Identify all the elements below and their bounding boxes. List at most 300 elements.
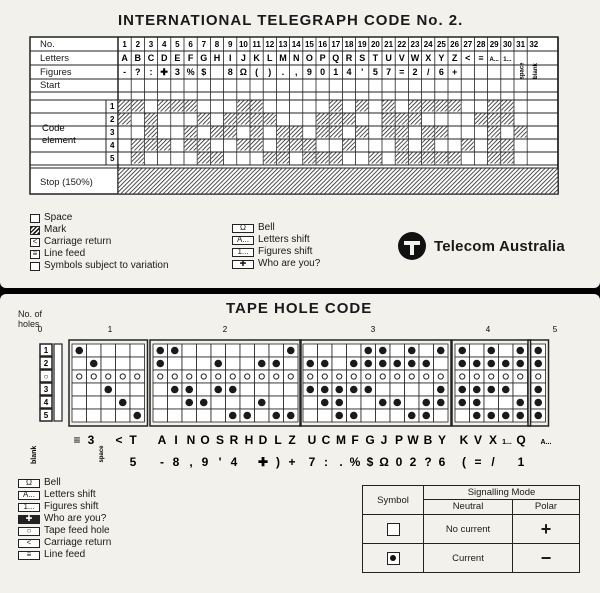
tape-cell (255, 344, 270, 357)
legend-item-space (30, 212, 169, 224)
code-bit (185, 101, 197, 112)
punched-hole (272, 360, 280, 368)
code-bit (224, 153, 236, 164)
code-bit (475, 127, 487, 138)
tape-cell (255, 383, 270, 396)
column-number: 29 (489, 40, 499, 49)
tape-cell (284, 383, 299, 396)
figure-char: 1 (517, 455, 525, 469)
letter-char: U (307, 433, 317, 447)
tape-cell (347, 396, 362, 409)
neutral-no-current: No current (424, 515, 513, 544)
row-label-letters: Letters (40, 53, 70, 64)
code-bit (317, 140, 329, 151)
code-bit (369, 153, 381, 164)
code-bit (409, 153, 421, 164)
code-bit (488, 140, 500, 151)
punched-hole (473, 386, 481, 394)
code-bit (237, 153, 249, 164)
code-bit (264, 127, 276, 138)
tape-hole-code-card (0, 294, 600, 593)
tape-cell (87, 344, 102, 357)
punched-hole (350, 360, 358, 368)
tape-cell (197, 409, 212, 422)
letter-cell: B (134, 53, 142, 63)
feed-hole (424, 374, 429, 379)
code-bit (462, 101, 474, 112)
code-bit (330, 127, 342, 138)
code-bit (224, 101, 236, 112)
tape-cell (269, 396, 284, 409)
code-bit (383, 114, 395, 125)
figure-char: Ω (379, 455, 389, 469)
col-polar: Polar (513, 500, 579, 515)
punched-hole (258, 399, 266, 407)
code-bit (171, 114, 183, 125)
code-bit (303, 101, 315, 112)
element-number: 2 (110, 115, 115, 124)
code-bit (356, 140, 368, 151)
letter-cell: W (410, 53, 420, 63)
telegraph-code-title: INTERNATIONAL TELEGRAPH CODE No. 2. (118, 12, 464, 29)
telecom-australia-logo (398, 232, 565, 260)
code-bit (501, 114, 513, 125)
code-bit (303, 114, 315, 125)
column-number: 18 (344, 40, 354, 49)
column-number: 12 (265, 40, 275, 49)
figure-char: . (339, 455, 343, 469)
punched-hole (393, 360, 401, 368)
figure-cell: : (149, 67, 153, 77)
tape-cell (318, 409, 333, 422)
punched-hole (516, 347, 524, 355)
letter-char: T (129, 433, 137, 447)
code-bit (198, 101, 210, 112)
feed-hole (438, 374, 443, 379)
punched-hole (534, 399, 542, 407)
tape-cell (130, 344, 145, 357)
tape-cell (376, 409, 391, 422)
line-feed-icon: ≡ (30, 250, 40, 259)
code-bit (501, 101, 513, 112)
letter-cell: 1... (503, 57, 512, 63)
punched-hole (133, 412, 141, 420)
code-bit (383, 101, 395, 112)
code-bit (264, 153, 276, 164)
code-bit (449, 114, 461, 125)
letter-cell: N (292, 53, 300, 63)
code-bit (383, 127, 395, 138)
figure-char: 2 (409, 455, 417, 469)
letter-char: < (115, 433, 123, 447)
tape-cell (284, 396, 299, 409)
column-number: 4 (161, 40, 167, 49)
blank-label: blank (31, 445, 38, 464)
legend-label: Bell (258, 222, 275, 233)
punched-hole (458, 386, 466, 394)
feed-hole (91, 374, 96, 379)
code-bit (317, 127, 329, 138)
code-bit (422, 127, 434, 138)
letter-cell: V (398, 53, 405, 63)
feed-hole (409, 374, 414, 379)
code-bit (422, 114, 434, 125)
letter-cell: ≡ (478, 53, 484, 63)
figure-cell: $ (201, 67, 207, 77)
punched-hole (364, 347, 372, 355)
code-bit (409, 140, 421, 151)
code-bit (290, 114, 302, 125)
code-bit (396, 114, 408, 125)
tape-cell (168, 396, 183, 409)
row-label: 5 (43, 411, 49, 420)
code-bit (396, 127, 408, 138)
letter-cell: C (147, 53, 155, 63)
column-number: 2 (135, 40, 141, 49)
tape-cell (240, 396, 255, 409)
tape-cell (455, 409, 470, 422)
legend-item-carriage-return (18, 537, 111, 549)
letter-char: R (229, 433, 239, 447)
code-bit (409, 127, 421, 138)
letter-cell: E (174, 53, 181, 63)
blank-column (54, 344, 62, 421)
legend-label: Line feed (44, 549, 86, 560)
punched-hole (437, 386, 445, 394)
tape-cell (101, 344, 116, 357)
figures-shift-icon: 1... (232, 248, 254, 257)
code-bit (369, 127, 381, 138)
punched-hole (516, 399, 524, 407)
tape-cell (303, 344, 318, 357)
feed-hole (366, 374, 371, 379)
tape-cell (419, 344, 434, 357)
tape-cell (484, 396, 499, 409)
column-number: 17 (331, 40, 341, 49)
tape-cell (303, 396, 318, 409)
code-bit (251, 101, 263, 112)
column-number: 14 (291, 40, 301, 49)
tape-cell (303, 409, 318, 422)
letter-cell: H (213, 53, 221, 63)
punched-hole (200, 399, 208, 407)
code-bit (475, 114, 487, 125)
tape-cell (116, 409, 131, 422)
hole-count-label: 0 (37, 325, 43, 334)
code-bit (515, 127, 527, 138)
code-bit (488, 101, 500, 112)
punched-hole (487, 386, 495, 394)
column-number: 27 (463, 40, 473, 49)
hole-count-label: 4 (485, 325, 491, 334)
code-bit (396, 153, 408, 164)
tape-cell (87, 383, 102, 396)
code-bit (290, 153, 302, 164)
figure-char: - (160, 455, 164, 469)
figure-cell: % (186, 67, 195, 77)
polar-minus: − (540, 547, 552, 568)
figure-char: ) (276, 455, 280, 469)
feed-hole (536, 374, 541, 379)
code-bit (264, 140, 276, 151)
punched-hole (156, 360, 164, 368)
feed-hole (395, 374, 400, 379)
letter-char: N (186, 433, 196, 447)
tape-cell (499, 396, 514, 409)
punched-hole (534, 360, 542, 368)
column-number: 28 (476, 40, 486, 49)
code-bit (515, 101, 527, 112)
code-bit (435, 101, 447, 112)
code-bit (224, 114, 236, 125)
figure-cell: ? (135, 67, 141, 77)
tape-cell (269, 344, 284, 357)
punched-hole (408, 412, 416, 420)
punched-hole (156, 347, 164, 355)
code-bit (501, 127, 513, 138)
legend-label: Figures shift (258, 246, 313, 257)
feed-hole (135, 374, 140, 379)
figure-cell: . (281, 67, 285, 77)
letter-cell: D (160, 53, 168, 63)
code-bit (330, 114, 342, 125)
tape-cell (269, 383, 284, 396)
feed-hole (106, 374, 111, 379)
tape-cell (390, 383, 405, 396)
code-bit (303, 140, 315, 151)
figure-char: ( (462, 455, 466, 469)
figure-cell: ' (361, 67, 364, 77)
legend-label: Figures shift (44, 501, 99, 512)
code-bit (158, 101, 170, 112)
figure-cell: - (123, 67, 127, 77)
col-signalling-mode: Signalling Mode (424, 486, 579, 500)
code-bit (343, 127, 355, 138)
code-bit (277, 114, 289, 125)
punched-hole (214, 386, 222, 394)
feed-hole (77, 374, 82, 379)
punched-hole (119, 399, 127, 407)
code-bit (237, 140, 249, 151)
punched-hole (379, 347, 387, 355)
tape-cell (168, 357, 183, 370)
letter-cell: Y (438, 53, 445, 63)
code-bit (119, 153, 131, 164)
legend-item-line-feed (30, 248, 169, 260)
figure-cell: + (451, 67, 458, 77)
tape-cell (116, 344, 131, 357)
letter-cell: Q (332, 53, 340, 63)
legend-top-left (30, 212, 169, 272)
code-bit (435, 140, 447, 151)
tape-cell (405, 383, 420, 396)
code-bit (501, 153, 513, 164)
code-bit (119, 127, 131, 138)
code-bit (330, 140, 342, 151)
tape-cell (470, 344, 485, 357)
legend-label: Line feed (44, 248, 86, 259)
tape-cell (101, 409, 116, 422)
punched-hole (393, 399, 401, 407)
column-number: 5 (175, 40, 180, 49)
tape-cell (153, 383, 168, 396)
tape-cell (153, 396, 168, 409)
code-bit (475, 140, 487, 151)
column-number: 22 (397, 40, 407, 49)
code-bit (462, 140, 474, 151)
figure-cell: 6 (438, 67, 444, 77)
feed-hole (351, 374, 356, 379)
code-bit (171, 153, 183, 164)
legend-label: Carriage return (44, 236, 112, 247)
legend-bottom (18, 477, 111, 561)
letter-char: C (321, 433, 331, 447)
code-bit (501, 140, 513, 151)
punched-hole (243, 412, 251, 420)
tape-cell (332, 344, 347, 357)
figure-cell: 0 (320, 67, 326, 77)
punched-hole (350, 386, 358, 394)
tape-cell (513, 383, 528, 396)
feed-hole (489, 374, 494, 379)
punched-hole (306, 386, 314, 394)
tape-cell (361, 409, 376, 422)
figure-char: + (288, 455, 296, 469)
code-bit (435, 153, 447, 164)
code-bit (224, 140, 236, 151)
empty-square-icon (387, 523, 400, 536)
code-bit (277, 101, 289, 112)
punched-hole (364, 386, 372, 394)
punched-hole (487, 347, 495, 355)
code-bit (290, 127, 302, 138)
code-bit (158, 153, 170, 164)
punched-hole (473, 360, 481, 368)
row-label: 1 (43, 346, 49, 355)
figure-cell: 3 (174, 67, 180, 77)
variation-box-icon (30, 262, 40, 271)
who-are-you-icon: ✚ (232, 260, 254, 269)
code-bit (488, 153, 500, 164)
column-number: 6 (188, 40, 193, 49)
letter-char: space (99, 445, 105, 463)
column-number: 3 (148, 40, 154, 49)
code-bit (145, 127, 157, 138)
element-number: 1 (110, 102, 115, 111)
column-number: 25 (436, 40, 446, 49)
letter-cell: L (267, 53, 273, 63)
code-bit (515, 140, 527, 151)
letter-cell: U (385, 53, 392, 63)
code-bit (251, 127, 263, 138)
column-number: 24 (423, 40, 433, 49)
column-number: 32 (529, 40, 539, 49)
code-bit (290, 140, 302, 151)
tape-cell (130, 396, 145, 409)
feed-hole (187, 374, 192, 379)
tape-cell (434, 409, 449, 422)
letter-char: X (488, 433, 498, 447)
space-box-icon (30, 214, 40, 223)
legend-item-letters-shift (232, 234, 320, 246)
carriage-return-icon: < (30, 238, 40, 247)
code-bit (317, 101, 329, 112)
letter-cell: P (319, 53, 326, 63)
code-bit (528, 127, 540, 138)
code-bit (356, 127, 368, 138)
code-bit (171, 127, 183, 138)
figure-cell: 2 (412, 67, 418, 77)
figure-char: 4 (230, 455, 238, 469)
legend-item-carriage-return (30, 236, 169, 248)
code-bit (369, 114, 381, 125)
symbol-no-current (363, 515, 424, 544)
code-bit (383, 153, 395, 164)
punched-hole (502, 360, 510, 368)
code-bit (528, 140, 540, 151)
column-number: 15 (304, 40, 314, 49)
code-bit (528, 153, 540, 164)
bell-icon: Ω (18, 479, 40, 488)
figure-char: ? (424, 455, 432, 469)
letter-char: M (336, 433, 346, 447)
code-bit (132, 101, 144, 112)
column-number: 8 (214, 40, 220, 49)
figure-char: % (349, 455, 361, 469)
code-bit (145, 153, 157, 164)
row-label-start: Start (40, 80, 61, 91)
punched-hole (408, 347, 416, 355)
punched-hole (90, 360, 98, 368)
code-bit (211, 140, 223, 151)
punched-hole (229, 386, 237, 394)
element-number: 4 (110, 141, 115, 150)
feed-hole (503, 374, 508, 379)
tape-cell (240, 383, 255, 396)
letter-cell: A (121, 53, 128, 63)
punched-hole (473, 399, 481, 407)
letter-char: 1... (502, 439, 512, 446)
filled-square-icon (387, 552, 400, 565)
code-bit (462, 127, 474, 138)
punched-hole (321, 386, 329, 394)
punched-hole (458, 399, 466, 407)
figure-char: ✚ (257, 455, 269, 469)
code-bit (119, 140, 131, 151)
tape-cell (226, 357, 241, 370)
code-bit (277, 127, 289, 138)
legend-top-right (232, 222, 320, 270)
code-bit (211, 127, 223, 138)
letter-cell: G (200, 53, 208, 63)
code-bit (185, 140, 197, 151)
letter-char: Y (437, 433, 447, 447)
code-bit (237, 101, 249, 112)
code-bit (158, 127, 170, 138)
code-bit (211, 101, 223, 112)
feed-hole (216, 374, 221, 379)
letters-shift-icon: A... (232, 236, 254, 245)
row-label-stop: Stop (150%) (40, 177, 93, 188)
punched-hole (437, 347, 445, 355)
tape-cell (72, 409, 87, 422)
letter-char: W (407, 433, 419, 447)
code-bit (119, 101, 131, 112)
punched-hole (350, 412, 358, 420)
figure-cell: 8 (227, 67, 233, 77)
code-bit (277, 153, 289, 164)
letter-cell: X (425, 53, 432, 63)
